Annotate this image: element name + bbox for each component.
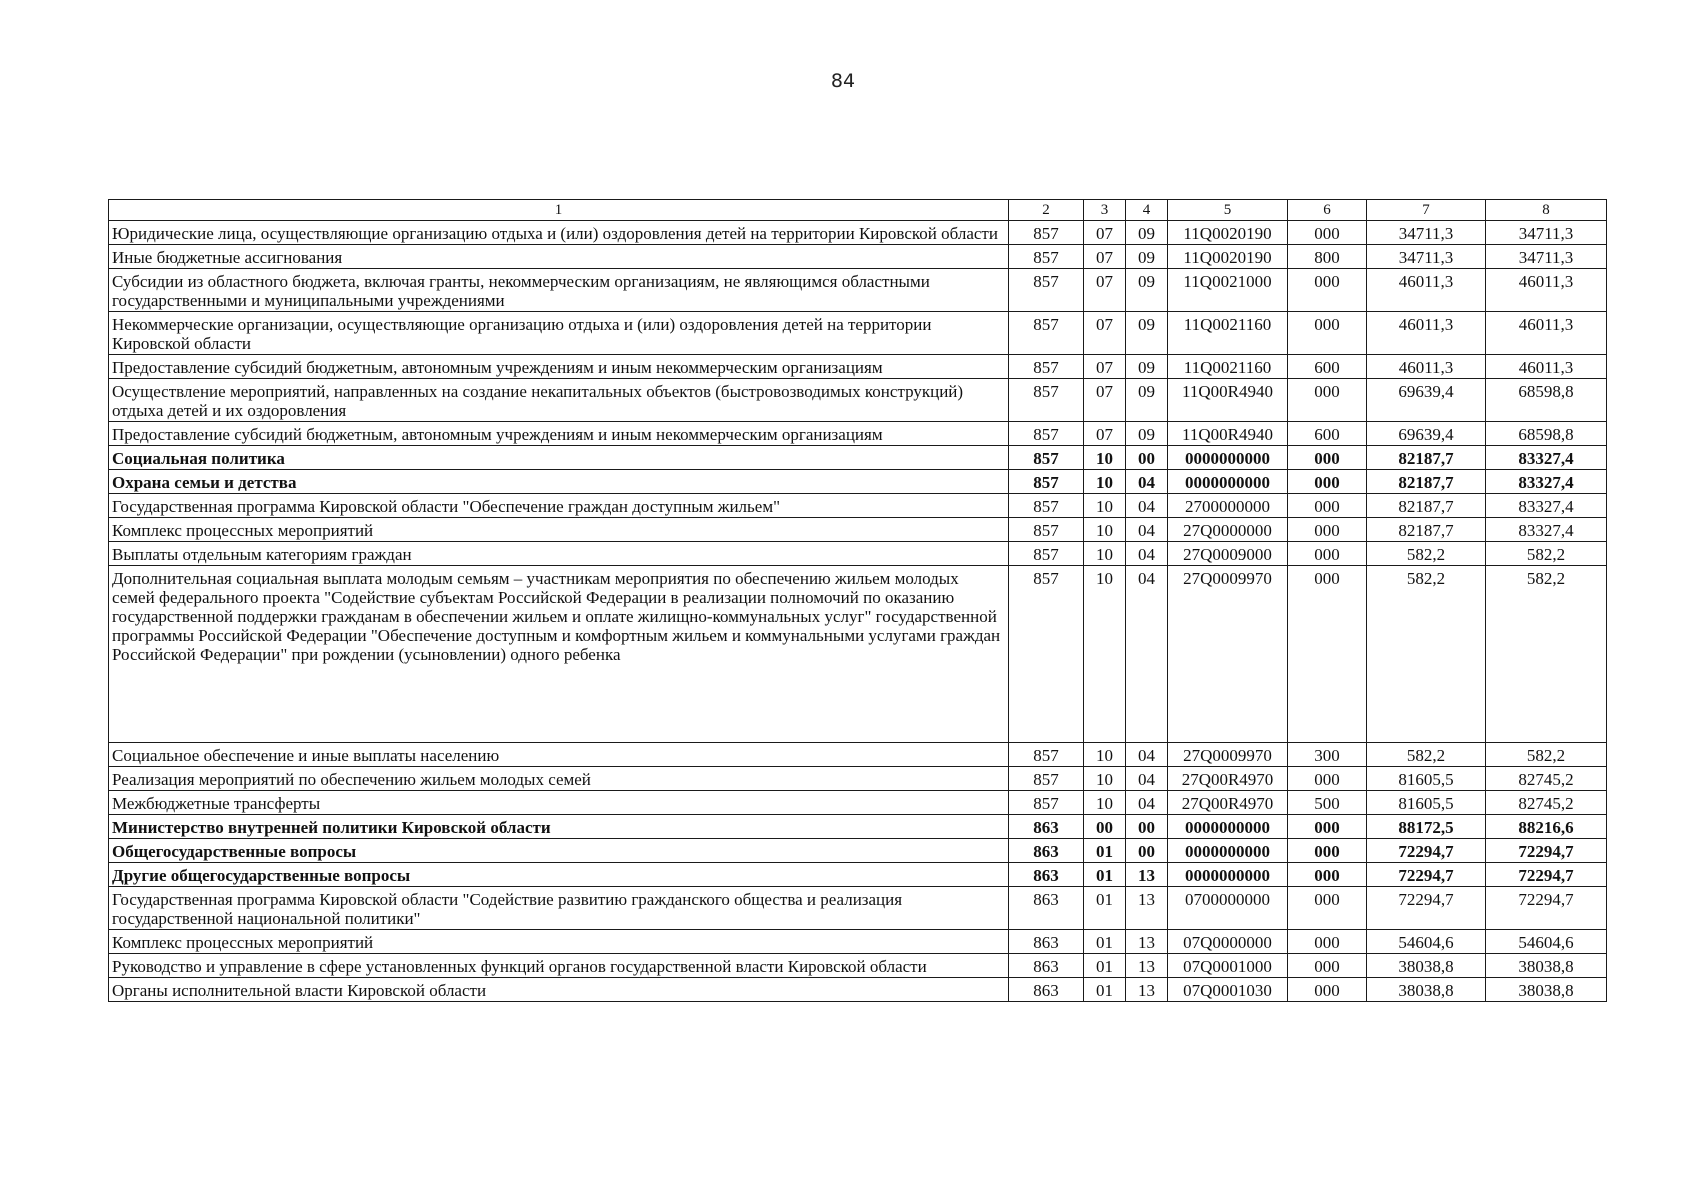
table-header-row: [109, 200, 1607, 221]
table-row: [109, 978, 1607, 1002]
cell-razdel: 01: [1084, 839, 1126, 863]
cell-glavnyi-rasporyaditel: 863: [1009, 930, 1084, 954]
cell-celevaya-statya: 07Q0001030: [1168, 978, 1288, 1002]
cell-razdel: 00: [1084, 815, 1126, 839]
table-row: [109, 355, 1607, 379]
cell-glavnyi-rasporyaditel: 863: [1009, 839, 1084, 863]
cell-razdel: 07: [1084, 269, 1126, 312]
cell-amount-year-2: 68598,8: [1486, 379, 1607, 422]
table-row: [109, 379, 1607, 422]
cell-podrazdel: 00: [1126, 839, 1168, 863]
cell-celevaya-statya: 11Q00R4940: [1168, 422, 1288, 446]
column-header: 7: [1367, 200, 1486, 221]
cell-amount-year-2: 46011,3: [1486, 355, 1607, 379]
cell-glavnyi-rasporyaditel: 857: [1009, 566, 1084, 743]
cell-razdel: 10: [1084, 494, 1126, 518]
cell-podrazdel: 13: [1126, 978, 1168, 1002]
row-name-cell: Руководство и управление в сфере установленных функций органов государственной власти Кировской области: [109, 954, 1009, 978]
table-row: [109, 767, 1607, 791]
row-name-cell: Дополнительная социальная выплата молодым семьям – участникам мероприятия по обеспечению жильем молодых семей федерального проекта "Содействие субъектам Российской Федерации в реализации полномочий по оказанию государственной поддержки гражданам в обеспечении жильем и оплате жилищно-коммунальных услуг" государственной программы Российской Федерации "Обеспечение доступным и комфортным жильем и коммунальными услугами граждан Российской Федерации" при рождении (усыновлении) одного ребенка: [109, 566, 1009, 743]
row-name-cell: Юридические лица, осуществляющие организацию отдыха и (или) оздоровления детей на территории Кировской области: [109, 221, 1009, 245]
cell-glavnyi-rasporyaditel: 857: [1009, 379, 1084, 422]
row-name-cell: Общегосударственные вопросы: [109, 839, 1009, 863]
cell-glavnyi-rasporyaditel: 863: [1009, 815, 1084, 839]
cell-celevaya-statya: 27Q00R4970: [1168, 767, 1288, 791]
cell-podrazdel: 04: [1126, 743, 1168, 767]
table-row: [109, 542, 1607, 566]
cell-amount-year-1: 38038,8: [1367, 954, 1486, 978]
cell-razdel: 01: [1084, 954, 1126, 978]
cell-glavnyi-rasporyaditel: 857: [1009, 269, 1084, 312]
table-row: [109, 494, 1607, 518]
cell-amount-year-2: 582,2: [1486, 566, 1607, 743]
cell-celevaya-statya: 27Q0009970: [1168, 743, 1288, 767]
cell-vid-rashodov: 000: [1288, 312, 1367, 355]
cell-razdel: 07: [1084, 221, 1126, 245]
table-row: [109, 221, 1607, 245]
cell-amount-year-1: 38038,8: [1367, 978, 1486, 1002]
cell-vid-rashodov: 000: [1288, 566, 1367, 743]
cell-amount-year-1: 582,2: [1367, 566, 1486, 743]
cell-razdel: 10: [1084, 446, 1126, 470]
row-name-cell: Органы исполнительной власти Кировской области: [109, 978, 1009, 1002]
cell-podrazdel: 09: [1126, 245, 1168, 269]
cell-razdel: 10: [1084, 791, 1126, 815]
cell-amount-year-1: 46011,3: [1367, 355, 1486, 379]
cell-glavnyi-rasporyaditel: 857: [1009, 422, 1084, 446]
cell-amount-year-1: 82187,7: [1367, 446, 1486, 470]
cell-amount-year-2: 72294,7: [1486, 887, 1607, 930]
page-number: 84: [830, 70, 856, 92]
cell-celevaya-statya: 27Q0000000: [1168, 518, 1288, 542]
cell-celevaya-statya: 11Q0021160: [1168, 355, 1288, 379]
cell-amount-year-2: 54604,6: [1486, 930, 1607, 954]
cell-celevaya-statya: 11Q0021000: [1168, 269, 1288, 312]
row-name-cell: Социальная политика: [109, 446, 1009, 470]
cell-amount-year-2: 82745,2: [1486, 791, 1607, 815]
cell-vid-rashodov: 000: [1288, 978, 1367, 1002]
cell-amount-year-1: 72294,7: [1367, 863, 1486, 887]
cell-amount-year-1: 82187,7: [1367, 494, 1486, 518]
cell-razdel: 01: [1084, 863, 1126, 887]
row-name-cell: Межбюджетные трансферты: [109, 791, 1009, 815]
cell-razdel: 10: [1084, 566, 1126, 743]
cell-amount-year-2: 83327,4: [1486, 518, 1607, 542]
row-name-cell: Социальное обеспечение и иные выплаты населению: [109, 743, 1009, 767]
table-row: [109, 422, 1607, 446]
cell-amount-year-2: 582,2: [1486, 743, 1607, 767]
cell-vid-rashodov: 000: [1288, 269, 1367, 312]
table-row: [109, 839, 1607, 863]
cell-razdel: 10: [1084, 767, 1126, 791]
table-row: [109, 566, 1607, 743]
cell-vid-rashodov: 000: [1288, 887, 1367, 930]
cell-amount-year-2: 72294,7: [1486, 863, 1607, 887]
cell-razdel: 01: [1084, 887, 1126, 930]
table-row: [109, 863, 1607, 887]
column-header: 1: [109, 200, 1009, 221]
cell-celevaya-statya: 07Q0000000: [1168, 930, 1288, 954]
table-row: [109, 815, 1607, 839]
cell-celevaya-statya: 11Q0020190: [1168, 221, 1288, 245]
cell-glavnyi-rasporyaditel: 863: [1009, 887, 1084, 930]
table-row: [109, 887, 1607, 930]
cell-razdel: 01: [1084, 978, 1126, 1002]
cell-vid-rashodov: 000: [1288, 494, 1367, 518]
cell-podrazdel: 13: [1126, 863, 1168, 887]
cell-vid-rashodov: 600: [1288, 422, 1367, 446]
cell-celevaya-statya: 27Q0009000: [1168, 542, 1288, 566]
column-header: 2: [1009, 200, 1084, 221]
cell-razdel: 10: [1084, 518, 1126, 542]
cell-glavnyi-rasporyaditel: 857: [1009, 767, 1084, 791]
column-header: 8: [1486, 200, 1607, 221]
cell-vid-rashodov: 000: [1288, 767, 1367, 791]
cell-celevaya-statya: 0000000000: [1168, 839, 1288, 863]
table-row: [109, 312, 1607, 355]
cell-amount-year-1: 82187,7: [1367, 518, 1486, 542]
cell-amount-year-1: 82187,7: [1367, 470, 1486, 494]
table-row: [109, 518, 1607, 542]
cell-podrazdel: 04: [1126, 470, 1168, 494]
cell-podrazdel: 09: [1126, 269, 1168, 312]
cell-amount-year-2: 83327,4: [1486, 446, 1607, 470]
cell-podrazdel: 09: [1126, 379, 1168, 422]
cell-razdel: 07: [1084, 312, 1126, 355]
cell-amount-year-1: 34711,3: [1367, 245, 1486, 269]
cell-vid-rashodov: 000: [1288, 863, 1367, 887]
table-row: [109, 470, 1607, 494]
cell-glavnyi-rasporyaditel: 857: [1009, 446, 1084, 470]
cell-vid-rashodov: 800: [1288, 245, 1367, 269]
cell-podrazdel: 04: [1126, 791, 1168, 815]
cell-podrazdel: 13: [1126, 954, 1168, 978]
cell-amount-year-2: 83327,4: [1486, 470, 1607, 494]
column-header: 3: [1084, 200, 1126, 221]
table-row: [109, 245, 1607, 269]
table-body: [109, 221, 1607, 1002]
cell-amount-year-2: 34711,3: [1486, 221, 1607, 245]
cell-vid-rashodov: 000: [1288, 815, 1367, 839]
table-row: [109, 269, 1607, 312]
cell-amount-year-1: 72294,7: [1367, 839, 1486, 863]
cell-glavnyi-rasporyaditel: 857: [1009, 542, 1084, 566]
cell-vid-rashodov: 000: [1288, 930, 1367, 954]
cell-razdel: 07: [1084, 245, 1126, 269]
cell-amount-year-1: 88172,5: [1367, 815, 1486, 839]
cell-vid-rashodov: 300: [1288, 743, 1367, 767]
cell-podrazdel: 09: [1126, 312, 1168, 355]
table-row: [109, 446, 1607, 470]
cell-podrazdel: 04: [1126, 566, 1168, 743]
cell-vid-rashodov: 000: [1288, 839, 1367, 863]
table-row: [109, 743, 1607, 767]
cell-amount-year-2: 46011,3: [1486, 269, 1607, 312]
cell-podrazdel: 04: [1126, 542, 1168, 566]
cell-celevaya-statya: 2700000000: [1168, 494, 1288, 518]
cell-amount-year-1: 81605,5: [1367, 791, 1486, 815]
cell-celevaya-statya: 27Q0009970: [1168, 566, 1288, 743]
cell-vid-rashodov: 000: [1288, 379, 1367, 422]
cell-podrazdel: 13: [1126, 930, 1168, 954]
cell-vid-rashodov: 600: [1288, 355, 1367, 379]
cell-celevaya-statya: 0000000000: [1168, 863, 1288, 887]
cell-amount-year-1: 582,2: [1367, 542, 1486, 566]
column-header: 4: [1126, 200, 1168, 221]
row-name-cell: Субсидии из областного бюджета, включая гранты, некоммерческим организациям, не являющимся областными государственными и муниципальными учреждениями: [109, 269, 1009, 312]
cell-glavnyi-rasporyaditel: 857: [1009, 245, 1084, 269]
column-header: 5: [1168, 200, 1288, 221]
row-name-cell: Комплекс процессных мероприятий: [109, 930, 1009, 954]
cell-razdel: 10: [1084, 542, 1126, 566]
cell-razdel: 01: [1084, 930, 1126, 954]
table-row: [109, 930, 1607, 954]
cell-amount-year-2: 34711,3: [1486, 245, 1607, 269]
cell-amount-year-1: 46011,3: [1367, 312, 1486, 355]
cell-celevaya-statya: 0700000000: [1168, 887, 1288, 930]
cell-vid-rashodov: 500: [1288, 791, 1367, 815]
cell-razdel: 07: [1084, 422, 1126, 446]
row-name-cell: Охрана семьи и детства: [109, 470, 1009, 494]
cell-celevaya-statya: 27Q00R4970: [1168, 791, 1288, 815]
cell-amount-year-2: 83327,4: [1486, 494, 1607, 518]
row-name-cell: Некоммерческие организации, осуществляющие организацию отдыха и (или) оздоровления детей на территории Кировской области: [109, 312, 1009, 355]
cell-podrazdel: 00: [1126, 815, 1168, 839]
cell-amount-year-2: 38038,8: [1486, 954, 1607, 978]
row-name-cell: Другие общегосударственные вопросы: [109, 863, 1009, 887]
cell-glavnyi-rasporyaditel: 863: [1009, 863, 1084, 887]
cell-celevaya-statya: 11Q0021160: [1168, 312, 1288, 355]
cell-amount-year-2: 46011,3: [1486, 312, 1607, 355]
cell-vid-rashodov: 000: [1288, 542, 1367, 566]
row-name-cell: Реализация мероприятий по обеспечению жильем молодых семей: [109, 767, 1009, 791]
cell-vid-rashodov: 000: [1288, 221, 1367, 245]
cell-glavnyi-rasporyaditel: 857: [1009, 791, 1084, 815]
cell-glavnyi-rasporyaditel: 857: [1009, 355, 1084, 379]
cell-celevaya-statya: 11Q00R4940: [1168, 379, 1288, 422]
cell-celevaya-statya: 0000000000: [1168, 470, 1288, 494]
table-row: [109, 954, 1607, 978]
cell-podrazdel: 13: [1126, 887, 1168, 930]
cell-amount-year-2: 88216,6: [1486, 815, 1607, 839]
cell-razdel: 07: [1084, 355, 1126, 379]
cell-amount-year-1: 582,2: [1367, 743, 1486, 767]
cell-glavnyi-rasporyaditel: 857: [1009, 743, 1084, 767]
cell-vid-rashodov: 000: [1288, 446, 1367, 470]
cell-glavnyi-rasporyaditel: 863: [1009, 978, 1084, 1002]
cell-amount-year-1: 81605,5: [1367, 767, 1486, 791]
cell-vid-rashodov: 000: [1288, 518, 1367, 542]
column-header: 6: [1288, 200, 1367, 221]
cell-celevaya-statya: 0000000000: [1168, 446, 1288, 470]
cell-amount-year-2: 72294,7: [1486, 839, 1607, 863]
cell-vid-rashodov: 000: [1288, 954, 1367, 978]
row-name-cell: Предоставление субсидий бюджетным, автономным учреждениям и иным некоммерческим организациям: [109, 422, 1009, 446]
cell-glavnyi-rasporyaditel: 863: [1009, 954, 1084, 978]
cell-podrazdel: 00: [1126, 446, 1168, 470]
row-name-cell: Предоставление субсидий бюджетным, автономным учреждениям и иным некоммерческим организациям: [109, 355, 1009, 379]
cell-vid-rashodov: 000: [1288, 470, 1367, 494]
cell-razdel: 10: [1084, 470, 1126, 494]
cell-glavnyi-rasporyaditel: 857: [1009, 470, 1084, 494]
cell-podrazdel: 04: [1126, 494, 1168, 518]
cell-podrazdel: 04: [1126, 767, 1168, 791]
cell-celevaya-statya: 07Q0001000: [1168, 954, 1288, 978]
cell-podrazdel: 09: [1126, 221, 1168, 245]
cell-amount-year-1: 46011,3: [1367, 269, 1486, 312]
row-name-cell: Выплаты отдельным категориям граждан: [109, 542, 1009, 566]
cell-celevaya-statya: 0000000000: [1168, 815, 1288, 839]
cell-glavnyi-rasporyaditel: 857: [1009, 494, 1084, 518]
row-name-cell: Иные бюджетные ассигнования: [109, 245, 1009, 269]
row-name-cell: Государственная программа Кировской области "Обеспечение граждан доступным жильем": [109, 494, 1009, 518]
cell-amount-year-1: 69639,4: [1367, 379, 1486, 422]
cell-amount-year-1: 72294,7: [1367, 887, 1486, 930]
cell-amount-year-2: 68598,8: [1486, 422, 1607, 446]
cell-razdel: 07: [1084, 379, 1126, 422]
cell-amount-year-2: 82745,2: [1486, 767, 1607, 791]
cell-amount-year-2: 582,2: [1486, 542, 1607, 566]
cell-podrazdel: 09: [1126, 422, 1168, 446]
cell-podrazdel: 04: [1126, 518, 1168, 542]
cell-amount-year-1: 34711,3: [1367, 221, 1486, 245]
cell-amount-year-1: 69639,4: [1367, 422, 1486, 446]
row-name-cell: Комплекс процессных мероприятий: [109, 518, 1009, 542]
row-name-cell: Министерство внутренней политики Кировской области: [109, 815, 1009, 839]
cell-podrazdel: 09: [1126, 355, 1168, 379]
table-row: [109, 791, 1607, 815]
cell-glavnyi-rasporyaditel: 857: [1009, 518, 1084, 542]
cell-amount-year-1: 54604,6: [1367, 930, 1486, 954]
budget-table: [108, 199, 1607, 1002]
cell-glavnyi-rasporyaditel: 857: [1009, 312, 1084, 355]
cell-glavnyi-rasporyaditel: 857: [1009, 221, 1084, 245]
cell-celevaya-statya: 11Q0020190: [1168, 245, 1288, 269]
row-name-cell: Осуществление мероприятий, направленных на создание некапитальных объектов (быстровозводимых конструкций) отдыха детей и их оздоровления: [109, 379, 1009, 422]
cell-amount-year-2: 38038,8: [1486, 978, 1607, 1002]
row-name-cell: Государственная программа Кировской области "Содействие развитию гражданского общества и реализация государственной национальной политики": [109, 887, 1009, 930]
cell-razdel: 10: [1084, 743, 1126, 767]
